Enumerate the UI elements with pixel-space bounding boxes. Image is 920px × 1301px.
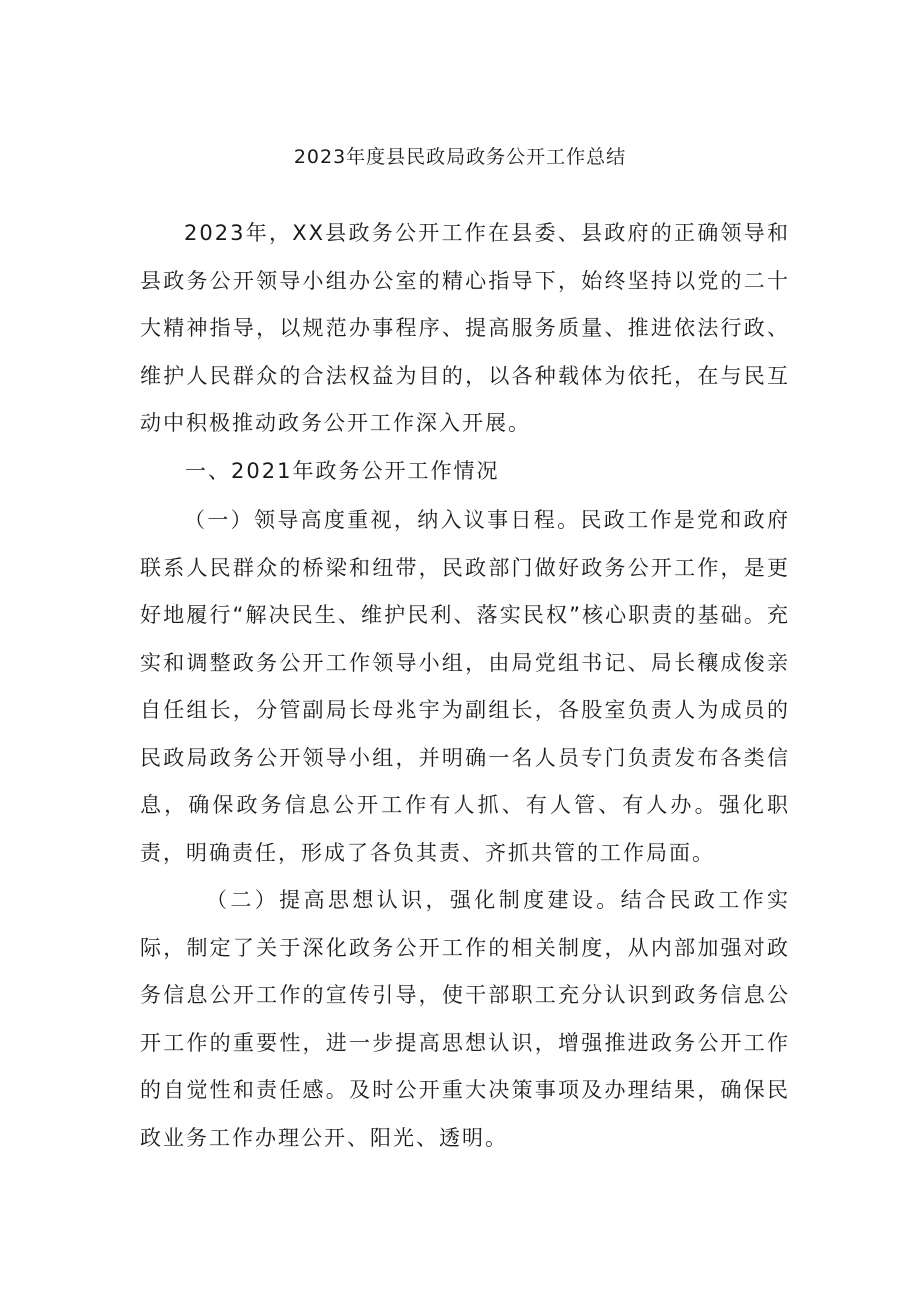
intro-paragraph: 2023年，XX县政务公开工作在县委、县政府的正确领导和县政务公开领导小组办公室的精心指导下，始终坚持以党的二十大精神指导，以规范办事程序、提高服务质量、推进依法行政、维护人民群众的合法权益为目的，以各种载体为依托，在与民互动中积极推动政务公开工作深入开展。 xyxy=(140,221,790,435)
section-heading: 一、2021年政务公开工作情况 xyxy=(185,459,500,483)
subsection-1-paragraph: （一）领导高度重视，纳入议事日程。民政工作是党和政府联系人民群众的桥梁和纽带，民政部门做好政务公开工作，是更好地履行“解决民生、维护民利、落实民权”核心职责的基础。充实和调整政务公开工作领导小组，由局党组书记、局长穰成俊亲自任组长，分管副局长母兆宇为副组长，各股室负责人为成员的民政局政务公开领导小组，并明确一名人员专门负责发布各类信息，确保政务信息公开工作有人抓、有人管、有人办。强化职责，明确责任，形成了各负其责、齐抓共管的工作局面。 xyxy=(140,508,790,865)
document-title: 2023年度县民政局政务公开工作总结 xyxy=(293,146,627,168)
subsection-2-paragraph: （二）提高思想认识，强化制度建设。结合民政工作实际，制定了关于深化政务公开工作的相关制度，从内部加强对政务信息公开工作的宣传引导，使干部职工充分认识到政务信息公开工作的重要性，进一步提高思想认识，增强推进政务公开工作的自觉性和责任感。及时公开重大决策事项及办理结果，确保民政业务工作办理公开、阳光、透明。 xyxy=(140,888,790,1150)
